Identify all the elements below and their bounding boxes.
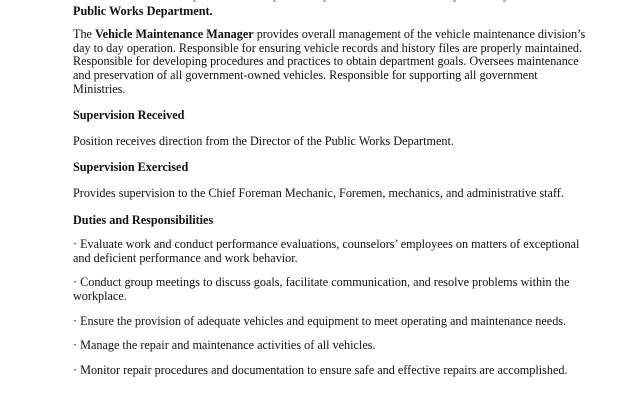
intro-heading-tail: Public Works Department.	[73, 3, 213, 18]
clipped-glyph	[453, 0, 456, 2]
clipped-glyph	[193, 0, 196, 2]
clipped-glyph	[503, 0, 506, 2]
intro-paragraph	[73, 28, 613, 96]
duty-line: · Monitor repair procedures and documentation to ensure safe and effective repairs are accomplished.	[73, 362, 568, 377]
duty-item	[73, 364, 613, 378]
clipped-glyph	[323, 0, 326, 2]
intro-line: Ministries.	[73, 81, 126, 96]
section-heading-duties: Duties and Responsibilities	[73, 212, 214, 227]
duty-item	[73, 339, 613, 353]
intro-line: day to day operation. Responsible for ensuring vehicle records and history files are properly maintained.	[73, 40, 583, 55]
duty-item	[73, 276, 613, 303]
section-body-supervision-exercised: Provides supervision to the Chief Foreman Mechanic, Foremen, mechanics, and administrative staff.	[73, 185, 564, 200]
section-body-supervision-received: Position receives direction from the Director of the Public Works Department.	[73, 133, 454, 148]
duty-line: · Ensure the provision of adequate vehicles and equipment to meet operating and maintenance needs.	[73, 313, 567, 328]
duty-item	[73, 238, 613, 265]
role-title: Vehicle Maintenance Manager	[95, 27, 254, 42]
duty-line: and deficient performance and work behavior.	[73, 250, 298, 265]
duty-line: · Conduct group meetings to discuss goals, facilitate communication, and resolve problems within the	[73, 275, 570, 290]
clipped-glyph	[273, 0, 276, 2]
intro-line-1	[73, 28, 613, 42]
intro-lead: The	[73, 27, 95, 42]
intro-line: Responsible for developing procedures and practices to obtain department goals. Oversees maintenance	[73, 54, 579, 69]
intro-line: and preservation of all government-owned vehicles. Responsible for supporting all government	[73, 67, 538, 82]
duty-line: · Manage the repair and maintenance activities of all vehicles.	[73, 338, 376, 353]
intro-text: provides overall management of the vehicle maintenance division’s	[253, 27, 586, 42]
document-page	[73, 0, 613, 377]
duty-line: · Evaluate work and conduct performance evaluations, counselors’ employees on matters of exceptional	[73, 237, 580, 252]
clipped-top-line	[73, 0, 613, 5]
duty-line: workplace.	[73, 288, 127, 303]
section-heading-supervision-exercised: Supervision Exercised	[73, 160, 189, 175]
duty-item	[73, 315, 613, 329]
section-heading-supervision-received: Supervision Received	[73, 108, 185, 123]
